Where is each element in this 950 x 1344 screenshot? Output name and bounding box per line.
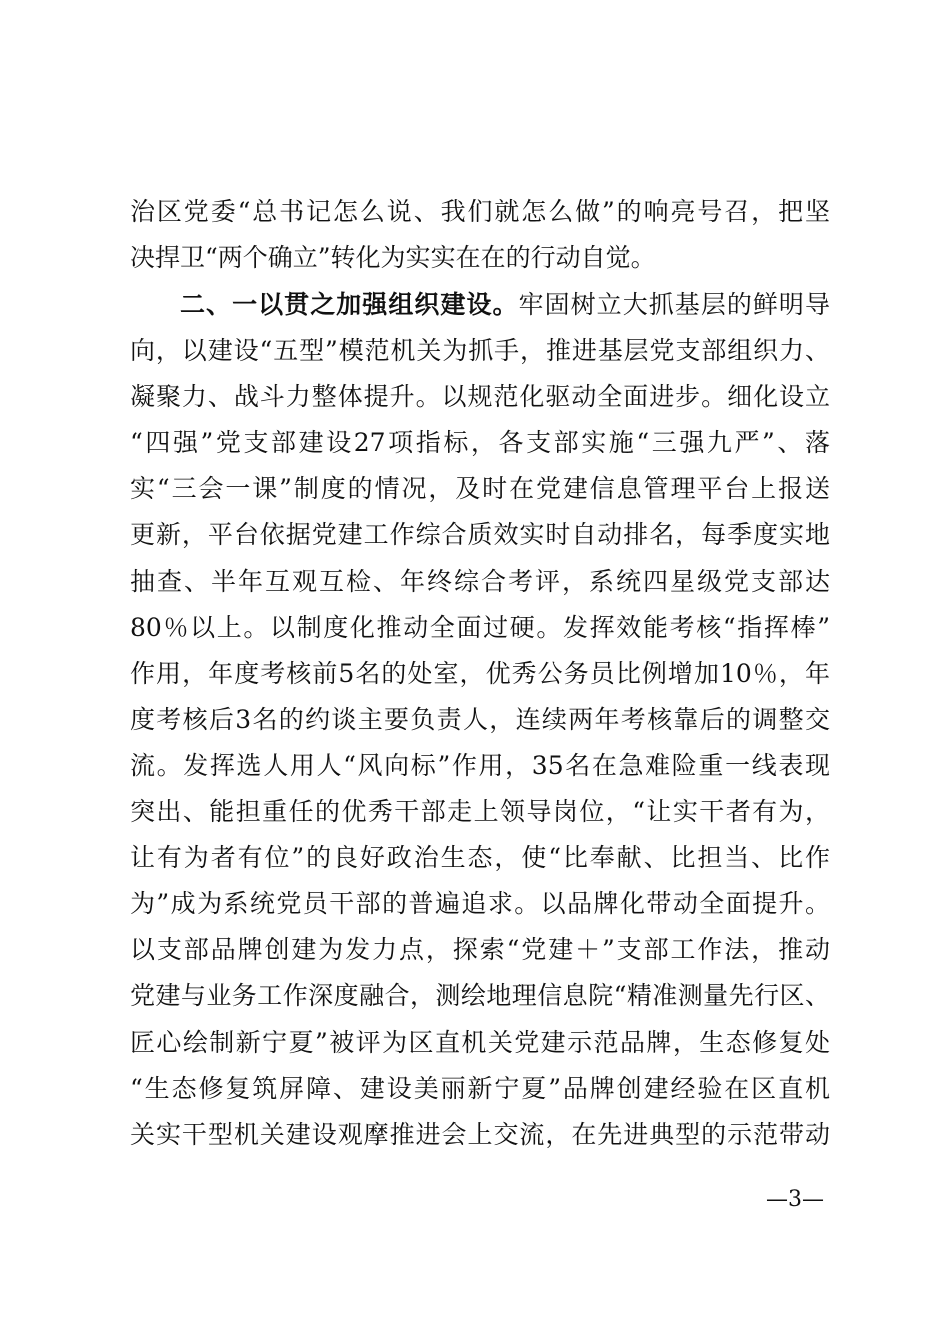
text-line: 抽查、半年互观互检、年终综合考评，系统四星级党支部达 bbox=[130, 566, 830, 596]
text-line: 作用，年度考核前5名的处室，优秀公务员比例增加10％，年 bbox=[130, 658, 830, 688]
text-line: “生态修复筑屏障、建设美丽新宁夏”品牌创建经验在区直机 bbox=[130, 1073, 830, 1103]
text-line: 凝聚力、战斗力整体提升。以规范化驱动全面进步。细化设立 bbox=[130, 382, 830, 412]
text-line: 党建与业务工作深度融合，测绘地理信息院“精准测量先行区、 bbox=[130, 981, 830, 1011]
text-line: 让有为者有位”的良好政治生态，使“比奉献、比担当、比作 bbox=[130, 843, 830, 873]
text-line: 度考核后3名的约谈主要负责人，连续两年考核靠后的调整交 bbox=[130, 704, 830, 734]
text-line: 向，以建设“五型”模范机关为抓手，推进基层党支部组织力、 bbox=[130, 336, 830, 365]
text-line: 以支部品牌创建为发力点，探索“党建＋”支部工作法，推动 bbox=[130, 935, 830, 965]
text-line: 匠心绘制新宁夏”被评为区直机关党建示范品牌，生态修复处 bbox=[130, 1027, 830, 1057]
text-line: 关实干型机关建设观摩推进会上交流，在先进典型的示范带动 bbox=[130, 1119, 830, 1149]
section-heading: 二、一以贯之加强组织建设。 bbox=[180, 290, 519, 319]
text-line: “四强”党支部建设27项指标，各支部实施“三强九严”、落 bbox=[130, 428, 830, 458]
text-line: 更新，平台依据党建工作综合质效实时自动排名，每季度实地 bbox=[130, 520, 830, 550]
text-line: 实“三会一课”制度的情况，及时在党建信息管理平台上报送 bbox=[130, 474, 830, 504]
text-line: 决捍卫“两个确立”转化为实实在在的行动自觉。 bbox=[130, 243, 656, 272]
page-number: —3— bbox=[766, 1187, 824, 1212]
text-line: 流。发挥选人用人“风向标”作用，35名在急难险重一线表现 bbox=[130, 750, 830, 780]
text-line: 突出、能担重任的优秀干部走上领导岗位，“让实干者有为， bbox=[130, 797, 830, 826]
text-line: 为”成为系统党员干部的普遍追求。以品牌化带动全面提升。 bbox=[130, 889, 830, 919]
section-heading-line bbox=[180, 289, 830, 321]
text-line: 治区党委“总书记怎么说、我们就怎么做”的响亮号召，把坚 bbox=[130, 197, 830, 226]
text-line-rest: 牢固树立大抓基层的鲜明导 bbox=[518, 290, 830, 319]
text-line: 80％以上。以制度化推动全面过硬。发挥效能考核“指挥棒” bbox=[130, 612, 830, 642]
